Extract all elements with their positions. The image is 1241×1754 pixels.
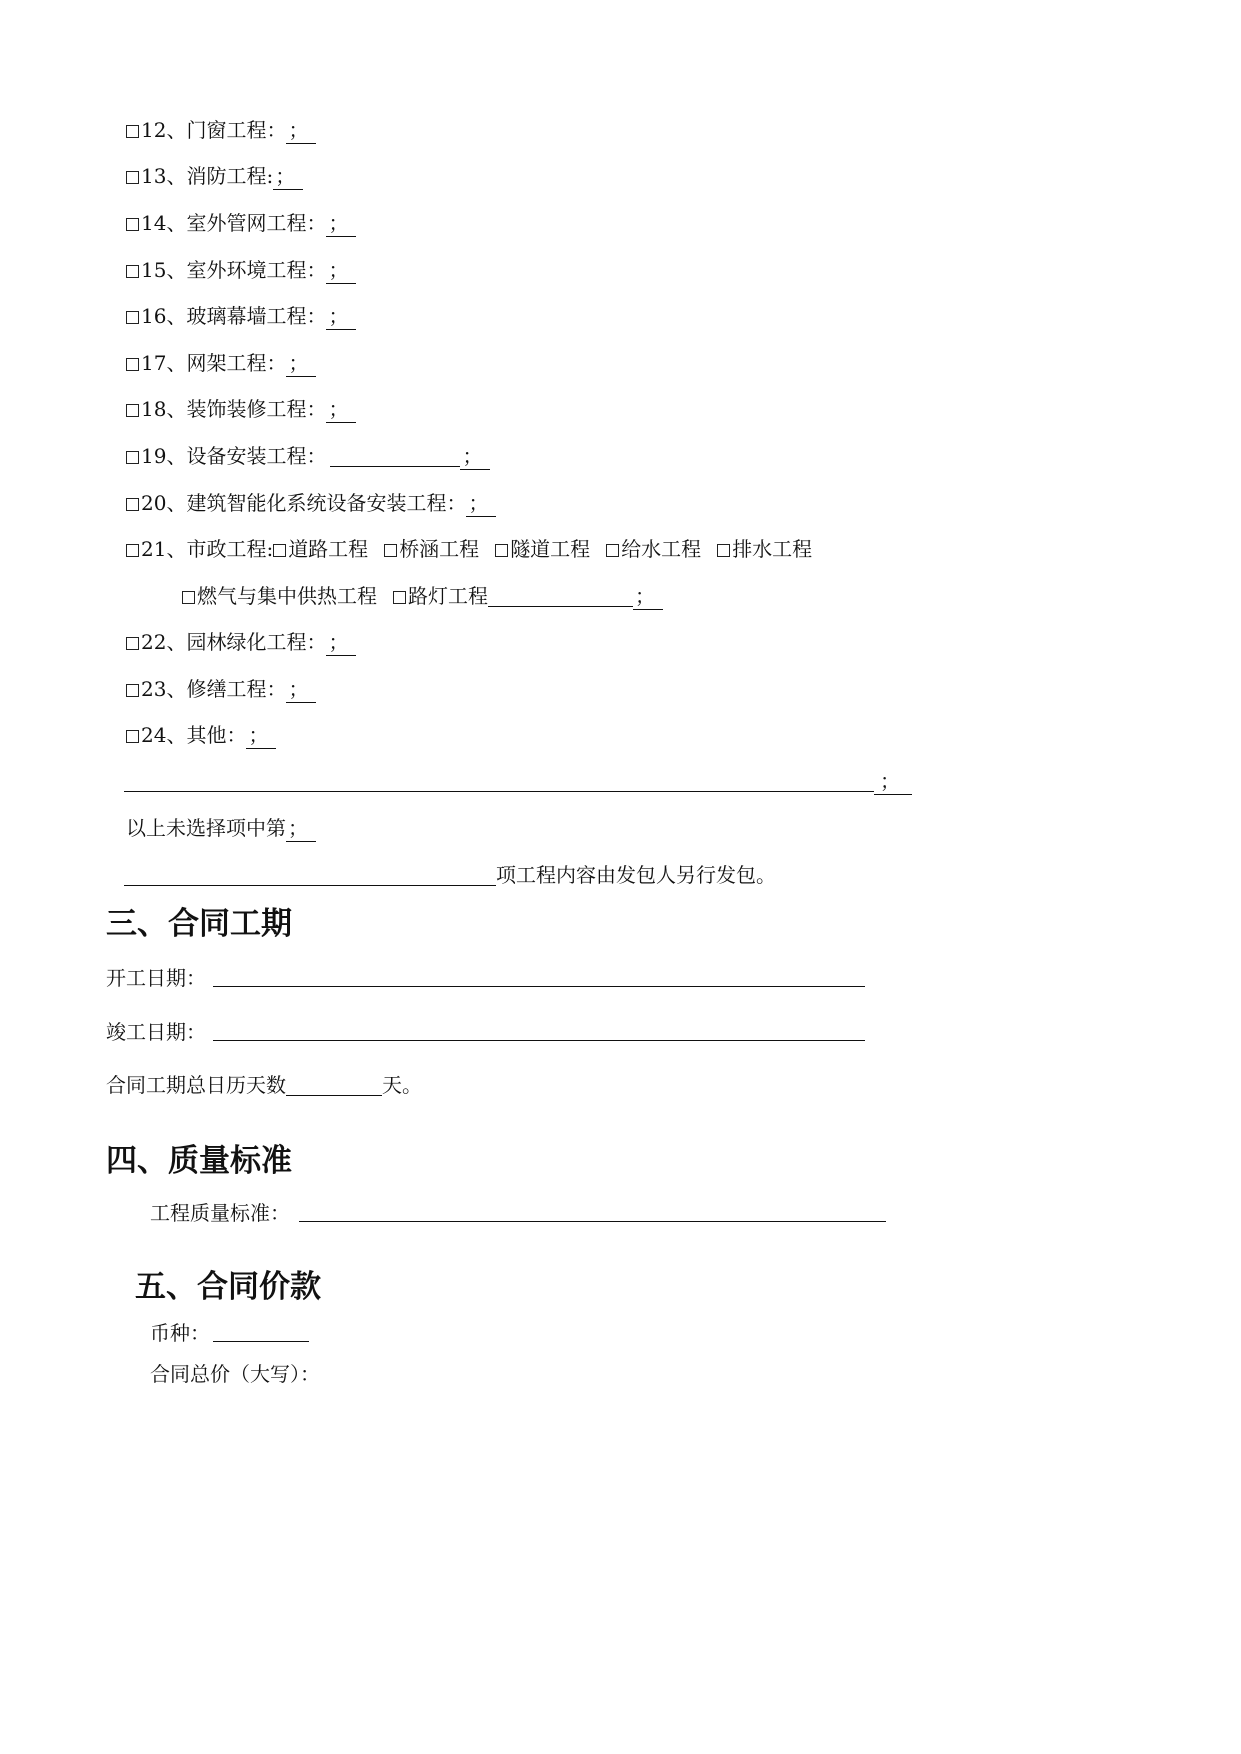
item-label: 20、建筑智能化系统设备安装工程： bbox=[141, 491, 467, 515]
item-label: 19、设备安装工程： bbox=[141, 444, 327, 468]
sub-road[interactable] bbox=[273, 537, 368, 561]
blank-field[interactable]: ； bbox=[246, 722, 276, 749]
item-label: 18、装饰装修工程： bbox=[141, 397, 327, 421]
total-days-suffix: 天。 bbox=[382, 1073, 422, 1097]
total-price-label: 合同总价（大写）： bbox=[150, 1362, 320, 1386]
checkbox[interactable] bbox=[126, 404, 139, 417]
sub-tunnel[interactable] bbox=[495, 537, 590, 561]
sub-gas-heating[interactable] bbox=[182, 584, 377, 608]
checkbox[interactable] bbox=[126, 265, 139, 278]
sub-drainage[interactable] bbox=[717, 537, 812, 561]
item-label: 22、园林绿化工程： bbox=[141, 630, 327, 654]
item-label: 15、室外环境工程： bbox=[141, 258, 327, 282]
item-equipment-install bbox=[126, 443, 490, 470]
end-date-field[interactable] bbox=[213, 1040, 865, 1041]
checkbox[interactable] bbox=[273, 544, 286, 557]
sub-label: 路灯工程 bbox=[408, 584, 488, 608]
checkbox[interactable] bbox=[384, 544, 397, 557]
blank-field[interactable] bbox=[124, 863, 496, 886]
item-municipal bbox=[126, 536, 828, 562]
blank-field[interactable] bbox=[124, 769, 874, 792]
blank-field[interactable]: ； bbox=[273, 163, 303, 190]
checkbox[interactable] bbox=[126, 358, 139, 371]
checkbox[interactable] bbox=[126, 498, 139, 511]
item-other bbox=[126, 722, 276, 749]
unselected-prefix: 以上未选择项中第 bbox=[126, 816, 286, 840]
blank-field[interactable]: ； bbox=[286, 815, 316, 842]
checkbox[interactable] bbox=[717, 544, 730, 557]
sub-street-lighting[interactable] bbox=[393, 584, 488, 608]
quality-field[interactable] bbox=[299, 1221, 886, 1222]
currency-field[interactable] bbox=[213, 1341, 309, 1342]
checkbox[interactable] bbox=[126, 730, 139, 743]
item-label: 13、消防工程: bbox=[141, 164, 274, 188]
sub-label: 桥涵工程 bbox=[399, 537, 480, 561]
blank-field[interactable]: ； bbox=[326, 210, 356, 237]
blank-field[interactable]: ； bbox=[286, 676, 316, 703]
checkbox[interactable] bbox=[606, 544, 619, 557]
blank-field[interactable] bbox=[488, 584, 633, 607]
section-title-quality: 四、质量标准 bbox=[106, 1143, 292, 1179]
blank-field[interactable]: ； bbox=[466, 490, 496, 517]
item-outdoor-environment bbox=[126, 257, 356, 284]
unselected-tail: 项工程内容由发包人另行发包。 bbox=[496, 863, 776, 887]
section-title-price: 五、合同价款 bbox=[135, 1269, 321, 1305]
start-date-field[interactable] bbox=[213, 986, 865, 987]
item-label: 16、玻璃幕墙工程： bbox=[141, 304, 327, 328]
checkbox[interactable] bbox=[126, 544, 139, 557]
currency-label: 币种： bbox=[150, 1321, 210, 1345]
item-repair bbox=[126, 676, 316, 703]
unselected-tail-line bbox=[124, 862, 776, 888]
item-municipal-row2 bbox=[182, 583, 663, 610]
item-intelligent-systems bbox=[126, 490, 496, 517]
sub-label: 燃气与集中供热工程 bbox=[197, 584, 377, 608]
blank-field[interactable] bbox=[330, 444, 460, 467]
item-label: 21、市政工程: bbox=[141, 537, 274, 561]
total-days-line bbox=[106, 1072, 422, 1098]
item-label: 12、门窗工程： bbox=[141, 118, 287, 142]
item-space-frame bbox=[126, 350, 316, 377]
sub-label: 给水工程 bbox=[621, 537, 702, 561]
checkbox[interactable] bbox=[495, 544, 508, 557]
item-outdoor-pipes bbox=[126, 210, 356, 237]
blank-field-end[interactable]: ； bbox=[874, 768, 912, 795]
checkbox[interactable] bbox=[126, 218, 139, 231]
checkbox[interactable] bbox=[182, 591, 195, 604]
blank-field-end[interactable]: ； bbox=[460, 443, 490, 470]
sub-bridge[interactable] bbox=[384, 537, 479, 561]
blank-field[interactable]: ； bbox=[326, 396, 356, 423]
blank-field[interactable]: ； bbox=[326, 629, 356, 656]
item-decoration bbox=[126, 396, 356, 423]
item-landscaping bbox=[126, 629, 356, 656]
item-label: 24、其他： bbox=[141, 723, 247, 747]
sub-water-supply[interactable] bbox=[606, 537, 701, 561]
checkbox[interactable] bbox=[126, 125, 139, 138]
unselected-line bbox=[126, 815, 316, 842]
blank-field[interactable]: ； bbox=[326, 303, 356, 330]
item-glass-curtain-wall bbox=[126, 303, 356, 330]
checkbox[interactable] bbox=[126, 637, 139, 650]
sub-label: 道路工程 bbox=[288, 537, 369, 561]
blank-field[interactable]: ； bbox=[286, 117, 316, 144]
blank-field-end[interactable]: ； bbox=[633, 583, 663, 610]
checkbox[interactable] bbox=[393, 591, 406, 604]
item-label: 17、网架工程： bbox=[141, 351, 287, 375]
checkbox[interactable] bbox=[126, 311, 139, 324]
item-label: 23、修缮工程： bbox=[141, 677, 287, 701]
section-title-duration: 三、合同工期 bbox=[106, 906, 292, 942]
other-blank-line bbox=[124, 768, 912, 795]
sub-label: 排水工程 bbox=[732, 537, 813, 561]
item-doors-windows bbox=[126, 117, 316, 144]
blank-field[interactable]: ； bbox=[286, 350, 316, 377]
checkbox[interactable] bbox=[126, 684, 139, 697]
total-days-prefix: 合同工期总日历天数 bbox=[106, 1073, 286, 1097]
start-date-label: 开工日期： bbox=[106, 966, 206, 990]
total-days-field[interactable] bbox=[286, 1073, 382, 1096]
end-date-label: 竣工日期： bbox=[106, 1020, 206, 1044]
checkbox[interactable] bbox=[126, 451, 139, 464]
sub-label: 隧道工程 bbox=[510, 537, 591, 561]
item-label: 14、室外管网工程： bbox=[141, 211, 327, 235]
item-fire-protection bbox=[126, 163, 303, 190]
quality-label: 工程质量标准： bbox=[150, 1201, 290, 1225]
checkbox[interactable] bbox=[126, 171, 139, 184]
blank-field[interactable]: ； bbox=[326, 257, 356, 284]
